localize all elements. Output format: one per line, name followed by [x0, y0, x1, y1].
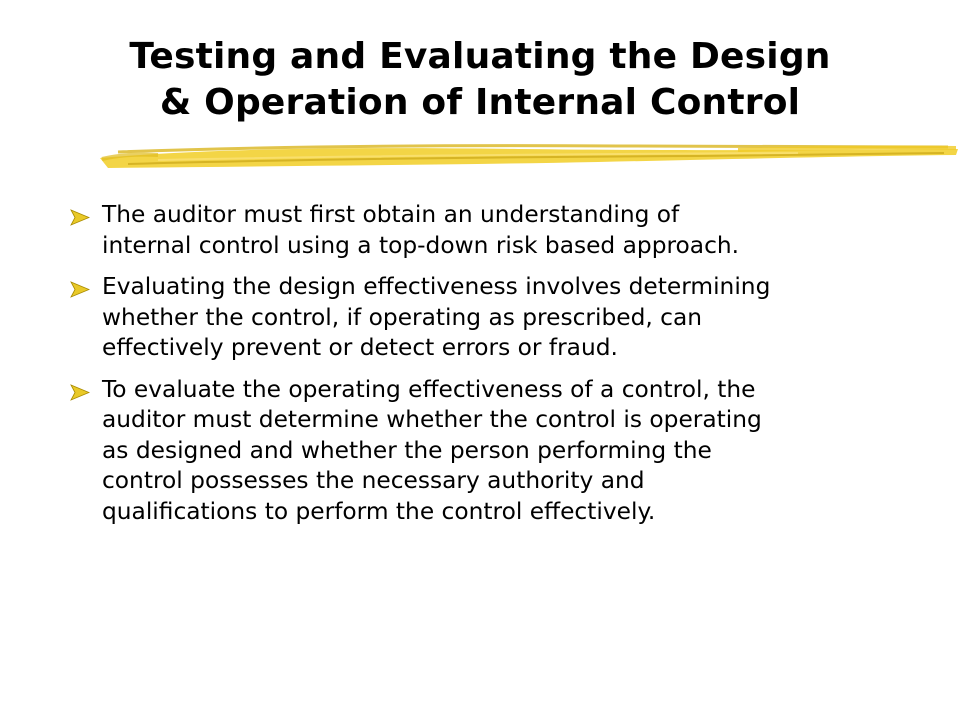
bullet-item — [70, 272, 910, 364]
bullet-text-line: The auditor must first obtain an understanding of — [102, 201, 680, 228]
slide-title-line-2: & Operation of Internal Control — [159, 82, 801, 123]
arrowhead-bullet-icon — [70, 281, 90, 298]
bullet-text-line: effectively prevent or detect errors or fraud. — [102, 334, 618, 361]
bullet-text-line: To evaluate the operating effectiveness of a control, the — [102, 375, 756, 403]
bullet-text-line: auditor must determine whether the control is operating — [102, 406, 762, 433]
slide-title — [40, 34, 920, 126]
bullet-item — [70, 200, 910, 261]
arrowhead-bullet-icon — [70, 384, 90, 401]
bullet-text-line: Evaluating the design effectiveness involves determining — [102, 273, 771, 300]
bullet-list — [70, 200, 910, 538]
bullet-text-line: internal control using a top-down risk based approach. — [102, 231, 740, 259]
bullet-text-line: whether the control, if operating as prescribed, can — [102, 303, 703, 331]
bullet-text-line: as designed and whether the person performing the — [102, 436, 712, 464]
bullet-item — [70, 375, 910, 528]
bullet-text-line: qualifications to perform the control effectively. — [102, 497, 656, 525]
brush-stroke-underline — [98, 138, 960, 178]
slide-title-line-1: Testing and Evaluating the Design — [129, 36, 831, 77]
arrowhead-bullet-icon — [70, 209, 90, 226]
bullet-text-line: control possesses the necessary authority and — [102, 467, 645, 494]
